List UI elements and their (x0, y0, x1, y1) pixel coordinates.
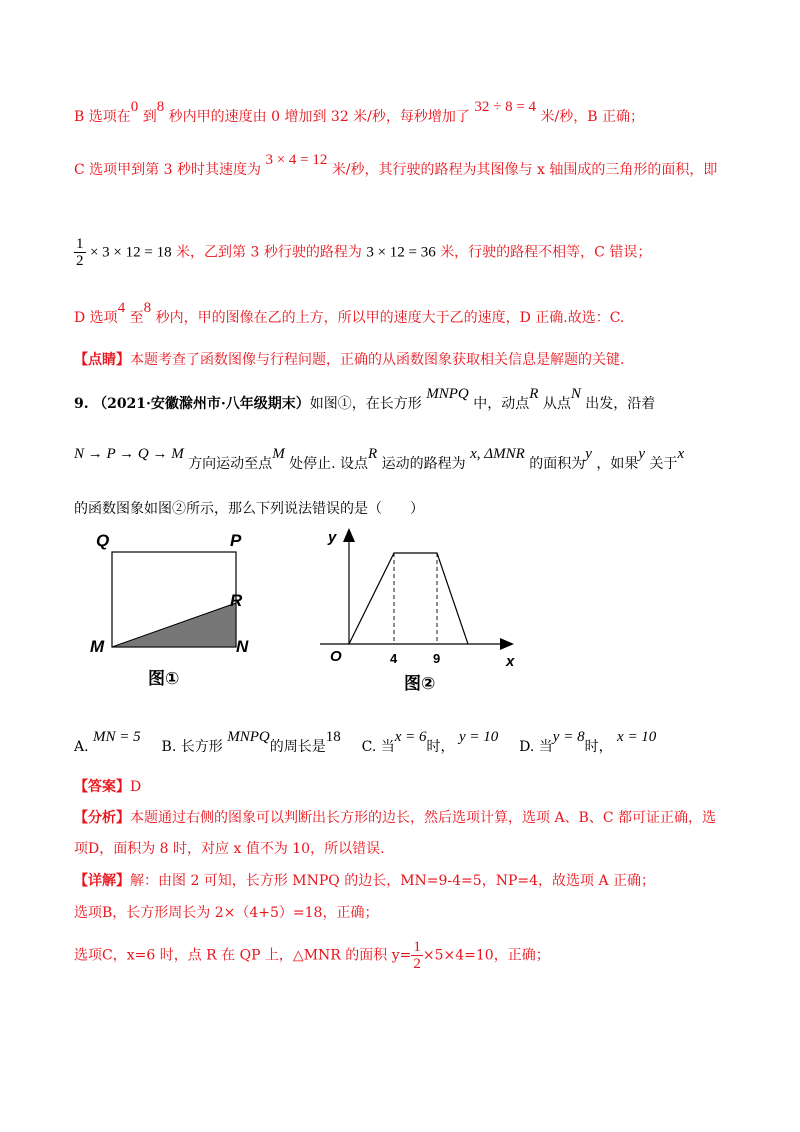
x-axis-arrow (500, 638, 514, 650)
question-line-1: 9. （2021·安徽滁州市·八年级期末）如图①，在长方形 MNPQ 中，动点R 从点N 出发，沿着 (74, 386, 656, 412)
option-d: D. 当y = 8时， x = 10 (519, 729, 657, 755)
analysis-line-1: 【分析】本题通过右侧的图象可以判断出长方形的边长，然后选项计算，选项 A、B、C 都可证正确，选 (74, 810, 717, 826)
fraction-one-half: $\frac{1}{2}$ (76, 236, 84, 269)
solution-line-c2: $\frac{1}{2}$ × 3 × 12 = 18 米，乙到第 3 秒行驶的路程为 3 × 12 = 36 米，行驶的路程不相等，C 错误； (76, 236, 652, 269)
detail-line-1: 【详解】解：由图 2 可知，长方形 MNPQ 的边长，MN=9-4=5，NP=4，故选项 A 正确； (74, 873, 656, 889)
comment-line: 【点睛】本题考查了函数图像与行程问题，正确的从函数图象获取相关信息是解题的关键. (74, 352, 625, 368)
detail-line-3: 选项C，x=6 时，点 R 在 QP 上，△MNR 的面积 y= $\frac{1}{2}$ ×5×4=10，正确； (74, 939, 550, 972)
options-line (74, 729, 657, 757)
label-m: M (90, 637, 105, 656)
question-line-2: N → P → Q → M 方向运动至点M 处停止. 设点R 运动的路程为 x, ΔMNR 的面积为y ，如果y 关于x (74, 446, 685, 472)
label-n: N (236, 637, 249, 656)
answer-line: 【答案】D (74, 779, 142, 795)
solution-line-b: B 选项在0 到8 秒内甲的速度由 0 增加到 32 米/秒，每秒增加了 32 ÷ 8 = 4 米/秒，B 正确； (74, 99, 644, 125)
figure-1-rectangle (84, 524, 264, 694)
option-a: A. MN = 5 (74, 729, 141, 755)
label-p: P (230, 531, 242, 550)
figure-2-caption: 图② (404, 674, 436, 693)
tick-4: 4 (390, 651, 398, 666)
question-number: 9. (74, 396, 89, 412)
label-y: y (328, 529, 337, 546)
option-c: C. 当x = 6时， y = 10 (361, 729, 499, 755)
figure-1-caption: 图① (148, 669, 180, 688)
function-graph (349, 553, 468, 644)
fraction-one-half-detail: $\frac{1}{2}$ (413, 939, 421, 972)
solution-line-c1: C 选项甲到第 3 秒时其速度为 3 × 4 = 12 米/秒，其行驶的路程为其图像与 x 轴围成的三角形的面积，即 (74, 152, 718, 178)
label-x: x (506, 653, 515, 670)
analysis-line-2: 项D，面积为 8 时，对应 x 值不为 10，所以错误. (74, 841, 385, 857)
figure-2-graph (316, 524, 526, 699)
triangle-mnr-shaded (112, 603, 236, 647)
solution-line-d: D 选项4 至8 秒内，甲的图像在乙的上方，所以甲的速度大于乙的速度，D 正确.故选：C. (74, 300, 625, 326)
tick-9: 9 (433, 651, 441, 666)
label-r: R (230, 591, 243, 610)
question-line-3: 的函数图象如图②所示，那么下列说法错误的是（ ） (74, 501, 424, 517)
label-q: Q (96, 531, 110, 550)
question-source: （2021·安徽滁州市·八年级期末） (93, 396, 310, 412)
option-b: B. 长方形 MNPQ的周长是18 (161, 729, 341, 755)
label-origin: O (330, 648, 342, 665)
detail-line-2: 选项B，长方形周长为 2×（4+5）=18，正确； (74, 905, 379, 921)
y-axis-arrow (343, 528, 355, 542)
